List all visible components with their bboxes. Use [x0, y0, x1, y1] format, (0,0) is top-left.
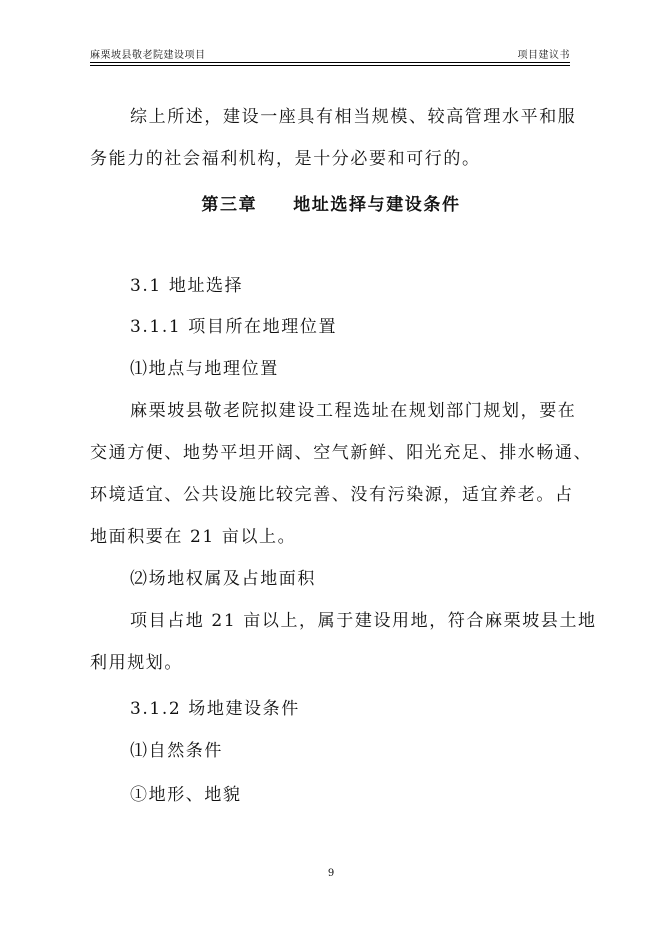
- paragraph-line: 麻栗坡县敬老院拟建设工程选址在规划部门规划，要在: [130, 401, 577, 421]
- header-document-type: 项目建议书: [517, 50, 570, 61]
- header-project-name: 麻栗坡县敬老院建设项目: [90, 50, 206, 61]
- paragraph-line: 利用规划。: [90, 653, 183, 673]
- chapter-heading: [0, 190, 662, 215]
- chapter-number: 第三章: [201, 195, 258, 215]
- page-header: [90, 42, 570, 64]
- header-rule-thick: [90, 62, 570, 63]
- header-rule-thin: [90, 65, 570, 66]
- paragraph-line: 环境适宜、公共设施比较完善、没有污染源，适宜养老。占: [90, 485, 574, 505]
- paragraph-line: 交通方便、地势平坦开阔、空气新鲜、阳光充足、排水畅通、: [90, 443, 593, 463]
- item-heading: ①地形、地貌: [130, 785, 242, 805]
- paragraph-line: 地面积要在 21 亩以上。: [90, 527, 297, 547]
- item-heading: ⑵场地权属及占地面积: [130, 569, 316, 589]
- subsection-heading: 3.1.2 场地建设条件: [130, 699, 300, 719]
- section-heading: 3.1 地址选择: [130, 276, 244, 296]
- chapter-title: 地址选择与建设条件: [293, 195, 461, 215]
- subsection-heading: 3.1.1 项目所在地理位置: [130, 317, 338, 337]
- item-heading: ⑴地点与地理位置: [130, 359, 279, 379]
- page-number: 9: [327, 868, 335, 879]
- paragraph-line: 务能力的社会福利机构，是十分必要和可行的。: [90, 149, 481, 169]
- paragraph-line: 项目占地 21 亩以上，属于建设用地，符合麻栗坡县土地: [130, 611, 597, 631]
- item-heading: ⑴自然条件: [130, 741, 223, 761]
- paragraph-line: 综上所述，建设一座具有相当规模、较高管理水平和服: [130, 107, 577, 127]
